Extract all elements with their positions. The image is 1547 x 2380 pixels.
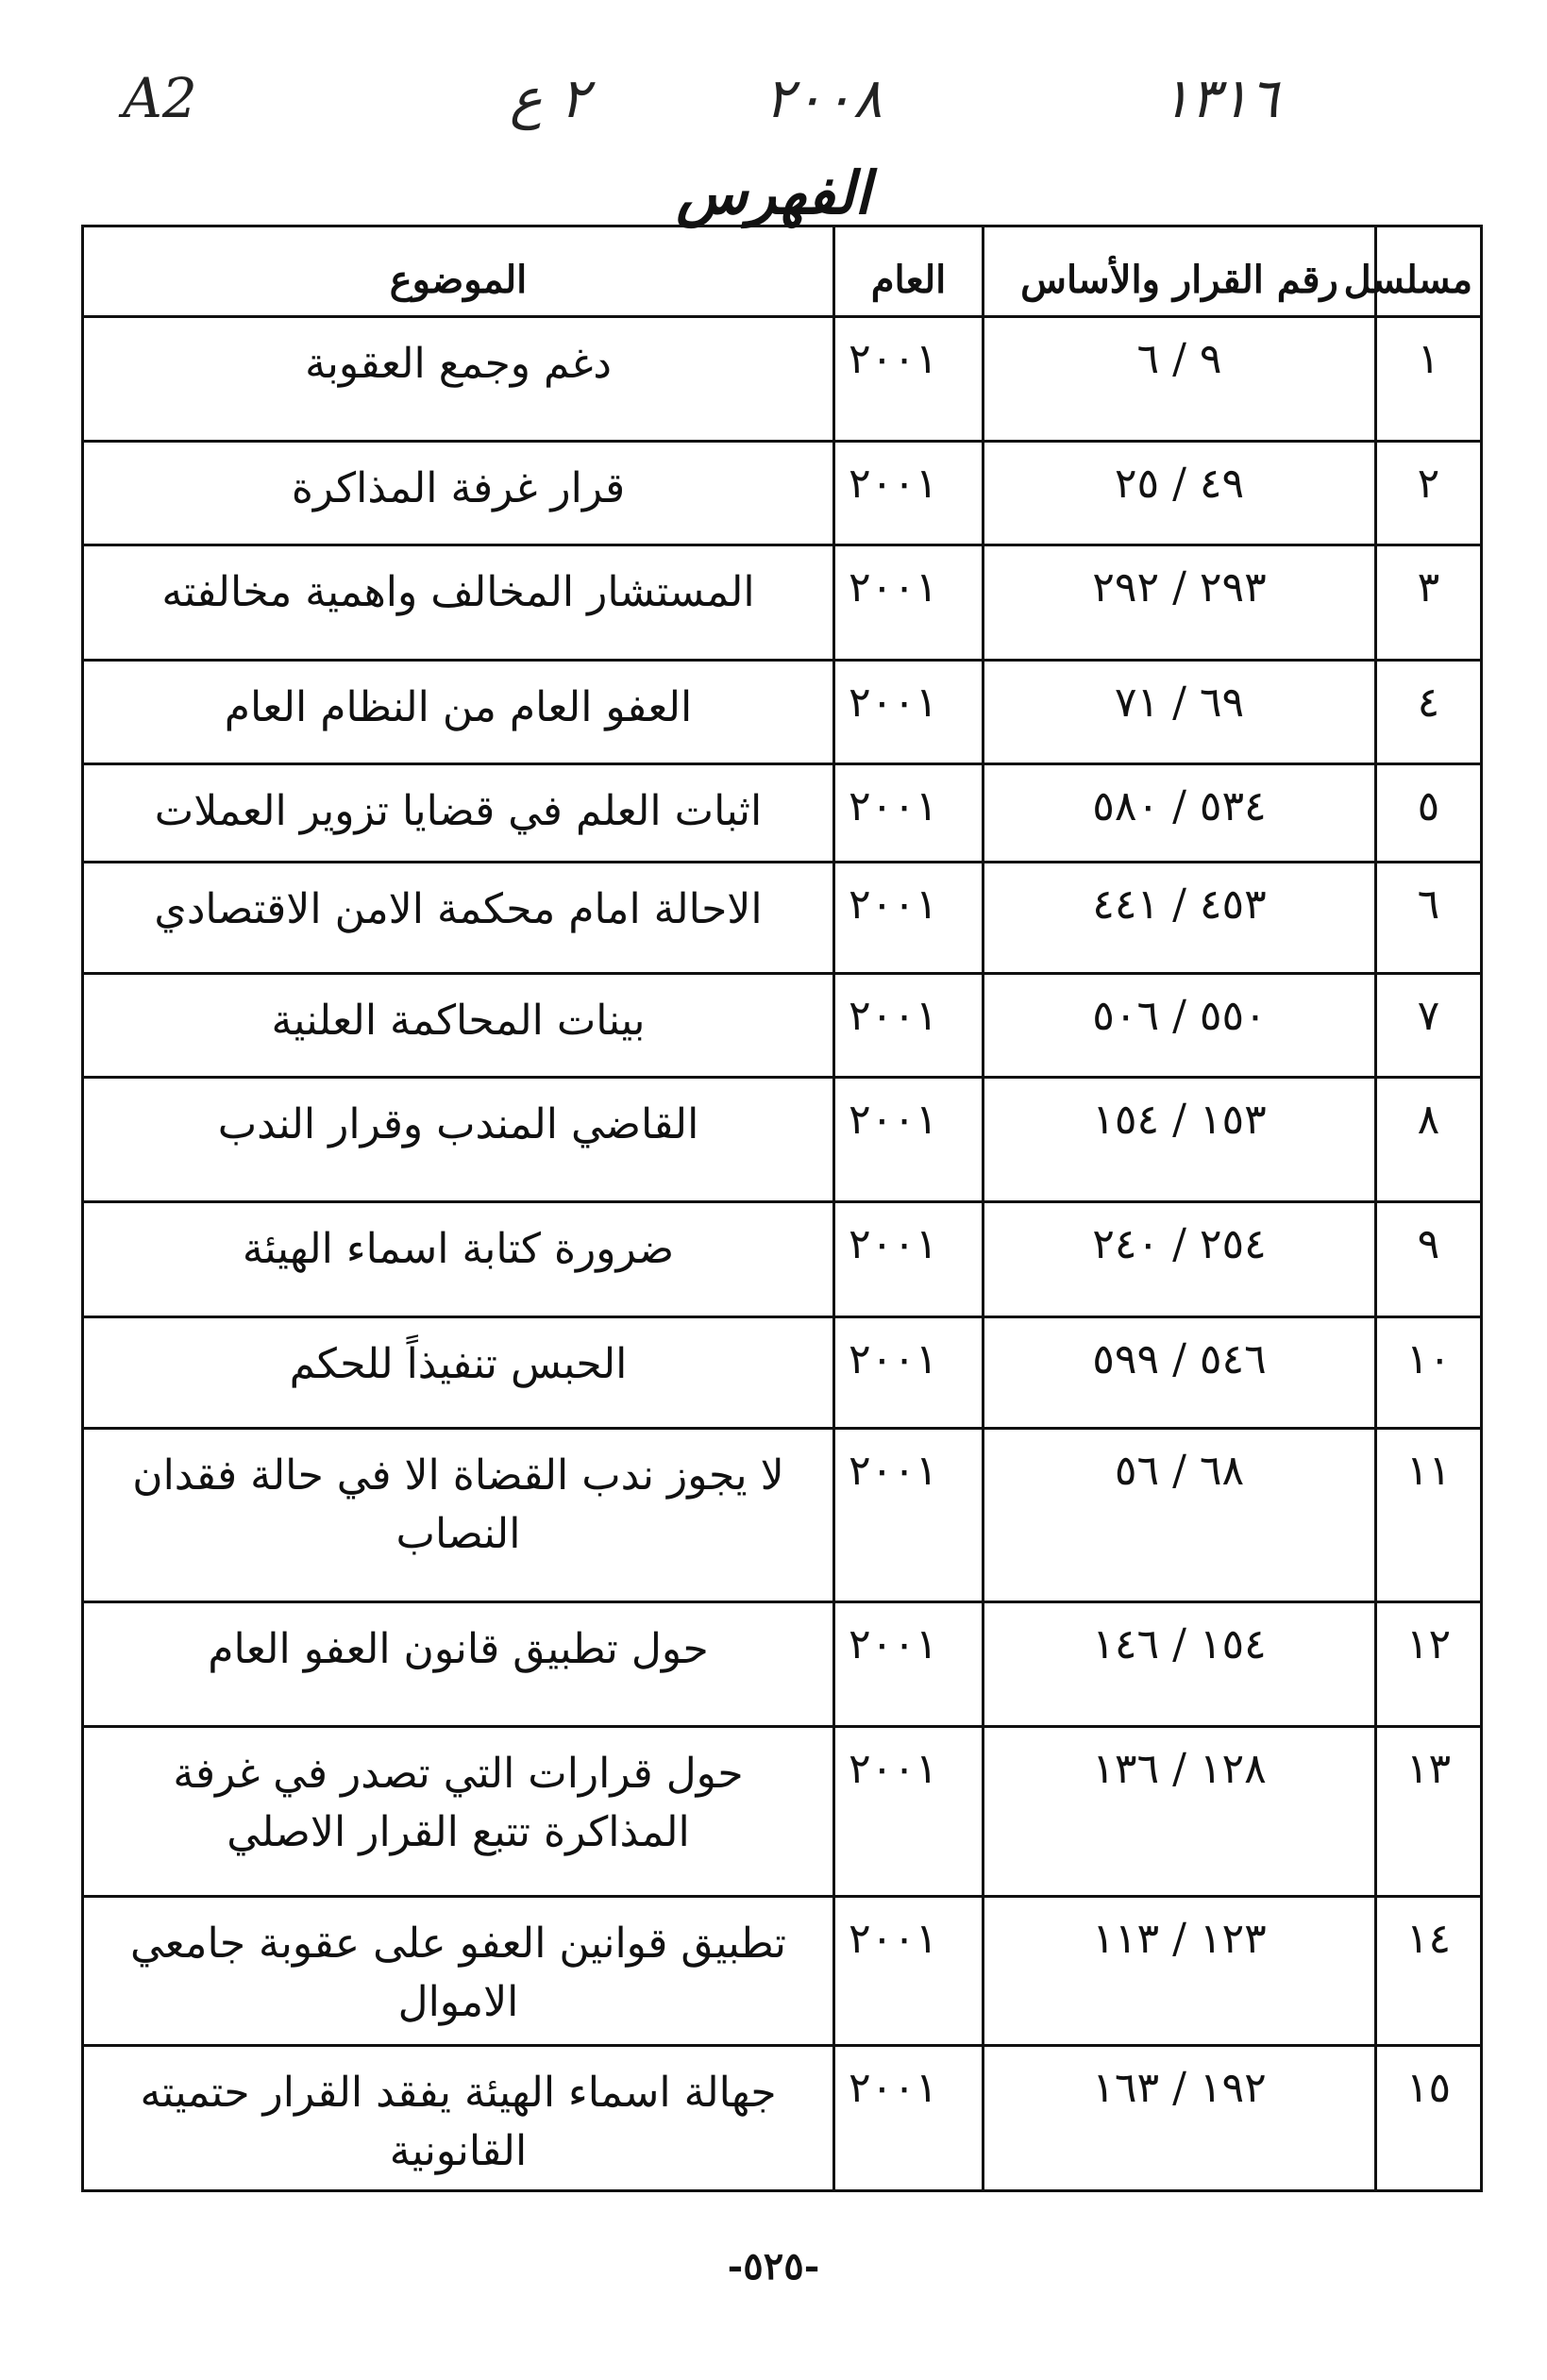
cell-serial: ٩ xyxy=(1376,1202,1482,1317)
header-year: العام xyxy=(834,226,984,317)
cell-year: ٢٠٠١ xyxy=(834,1429,984,1602)
header-ref: رقم القرار والأساس xyxy=(984,226,1376,317)
header-serial: مسلسل xyxy=(1376,226,1482,317)
table-row xyxy=(83,1602,1482,1727)
cell-year: ٢٠٠١ xyxy=(834,545,984,661)
cell-year: ٢٠٠١ xyxy=(834,1602,984,1727)
cell-subject: ضرورة كتابة اسماء الهيئة xyxy=(83,1202,834,1317)
cell-ref: ٦٨ / ٥٦ xyxy=(984,1429,1376,1602)
cell-serial: ٢ xyxy=(1376,442,1482,545)
cell-ref: ١٢٣ / ١١٣ xyxy=(984,1897,1376,2046)
cell-serial: ١ xyxy=(1376,317,1482,442)
table-row xyxy=(83,442,1482,545)
cell-serial: ٨ xyxy=(1376,1078,1482,1202)
table-row xyxy=(83,974,1482,1078)
cell-year: ٢٠٠١ xyxy=(834,1078,984,1202)
cell-serial: ٥ xyxy=(1376,764,1482,863)
cell-serial: ١٤ xyxy=(1376,1897,1482,2046)
page-number: -٥٢٥- xyxy=(727,2244,820,2288)
cell-serial: ٤ xyxy=(1376,661,1482,764)
table-row xyxy=(83,317,1482,442)
cell-ref: ٤٥٣ / ٤٤١ xyxy=(984,863,1376,974)
cell-ref: ١٥٣ / ١٥٤ xyxy=(984,1078,1376,1202)
cell-subject: المستشار المخالف واهمية مخالفته xyxy=(83,545,834,661)
cell-serial: ١٠ xyxy=(1376,1317,1482,1429)
table-row xyxy=(83,863,1482,974)
cell-subject: العفو العام من النظام العام xyxy=(83,661,834,764)
header-subject: الموضوع xyxy=(83,226,834,317)
cell-subject: الحبس تنفيذاً للحكم xyxy=(83,1317,834,1429)
table-row xyxy=(83,1202,1482,1317)
cell-subject: حول تطبيق قانون العفو العام xyxy=(83,1602,834,1727)
cell-subject: لا يجوز ندب القضاة الا في حالة فقدان النصاب xyxy=(83,1429,834,1602)
cell-subject: القاضي المندب وقرار الندب xyxy=(83,1078,834,1202)
table-row xyxy=(83,2046,1482,2191)
cell-year: ٢٠٠١ xyxy=(834,764,984,863)
cell-serial: ٣ xyxy=(1376,545,1482,661)
cell-serial: ١٥ xyxy=(1376,2046,1482,2191)
table-row xyxy=(83,1317,1482,1429)
cell-subject: الاحالة امام محكمة الامن الاقتصادي xyxy=(83,863,834,974)
cell-year: ٢٠٠١ xyxy=(834,317,984,442)
cell-ref: ٥٣٤ / ٥٨٠ xyxy=(984,764,1376,863)
cell-serial: ٦ xyxy=(1376,863,1482,974)
cell-subject: جهالة اسماء الهيئة يفقد القرار حتميته القانونية xyxy=(83,2046,834,2191)
table-row xyxy=(83,1429,1482,1602)
cell-serial: ١٣ xyxy=(1376,1727,1482,1897)
cell-ref: ٦٩ / ٧١ xyxy=(984,661,1376,764)
cell-year: ٢٠٠١ xyxy=(834,863,984,974)
table-header-row xyxy=(83,226,1482,317)
cell-subject: قرار غرفة المذاكرة xyxy=(83,442,834,545)
cell-serial: ٧ xyxy=(1376,974,1482,1078)
cell-ref: ٢٩٣ / ٢٩٢ xyxy=(984,545,1376,661)
cell-ref: ١٢٨ / ١٣٦ xyxy=(984,1727,1376,1897)
cell-ref: ٤٩ / ٢٥ xyxy=(984,442,1376,545)
page-title: الفهرس xyxy=(676,159,871,227)
cell-subject: اثبات العلم في قضايا تزوير العملات xyxy=(83,764,834,863)
handwritten-annotation-mid-left: ٢ ع xyxy=(510,66,590,130)
cell-ref: ٩ / ٦ xyxy=(984,317,1376,442)
cell-year: ٢٠٠١ xyxy=(834,1317,984,1429)
handwritten-annotation-right: ١٣١٦ xyxy=(1161,66,1279,130)
cell-subject: بينات المحاكمة العلنية xyxy=(83,974,834,1078)
cell-year: ٢٠٠١ xyxy=(834,1897,984,2046)
cell-ref: ١٩٢ / ١٦٣ xyxy=(984,2046,1376,2191)
index-table xyxy=(81,225,1483,2192)
table-row xyxy=(83,764,1482,863)
cell-subject: تطبيق قوانين العفو على عقوبة جامعي الاموال xyxy=(83,1897,834,2046)
handwritten-annotation-left: A2 xyxy=(123,66,197,130)
cell-year: ٢٠٠١ xyxy=(834,974,984,1078)
cell-year: ٢٠٠١ xyxy=(834,661,984,764)
table-row xyxy=(83,661,1482,764)
handwritten-annotation-mid-right: ٢٠٠٨ xyxy=(765,66,883,130)
cell-serial: ١٢ xyxy=(1376,1602,1482,1727)
cell-year: ٢٠٠١ xyxy=(834,2046,984,2191)
cell-serial: ١١ xyxy=(1376,1429,1482,1602)
cell-subject: حول قرارات التي تصدر في غرفة المذاكرة تتبع القرار الاصلي xyxy=(83,1727,834,1897)
table-row xyxy=(83,1897,1482,2046)
cell-ref: ٢٥٤ / ٢٤٠ xyxy=(984,1202,1376,1317)
cell-year: ٢٠٠١ xyxy=(834,1727,984,1897)
table-row xyxy=(83,1078,1482,1202)
table-row xyxy=(83,1727,1482,1897)
cell-ref: ٥٤٦ / ٥٩٩ xyxy=(984,1317,1376,1429)
cell-year: ٢٠٠١ xyxy=(834,1202,984,1317)
table-row xyxy=(83,545,1482,661)
cell-ref: ١٥٤ / ١٤٦ xyxy=(984,1602,1376,1727)
cell-subject: دغم وجمع العقوبة xyxy=(83,317,834,442)
cell-ref: ٥٥٠ / ٥٠٦ xyxy=(984,974,1376,1078)
cell-year: ٢٠٠١ xyxy=(834,442,984,545)
